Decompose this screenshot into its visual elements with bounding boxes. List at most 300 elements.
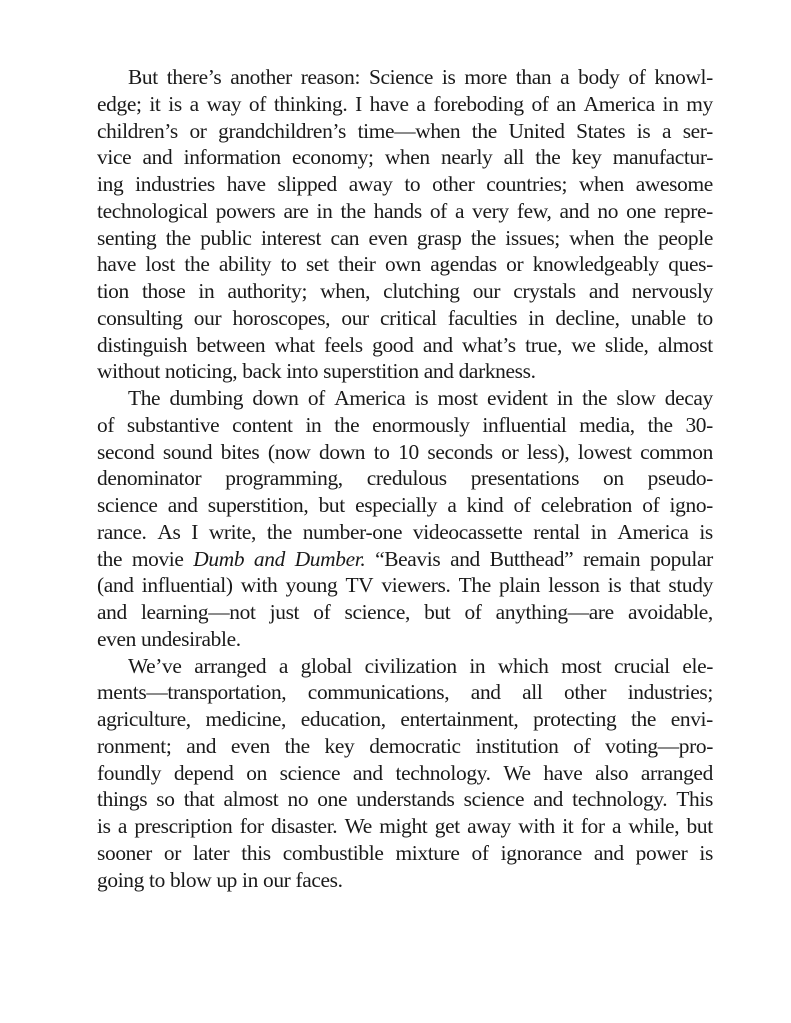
word: industries <box>135 172 215 196</box>
word: authority; <box>227 279 308 303</box>
word: voting—pro- <box>605 733 713 758</box>
word: videocassette <box>412 519 523 544</box>
word: and <box>423 359 454 384</box>
text-line <box>97 171 713 198</box>
word: nervously <box>631 279 713 303</box>
word: ability <box>218 252 272 277</box>
word: might <box>379 814 428 838</box>
word: study <box>668 573 713 598</box>
word: We <box>503 760 531 785</box>
paragraph <box>97 653 713 894</box>
word: write, <box>208 519 257 544</box>
word: is <box>636 118 651 143</box>
word: lost <box>145 252 175 277</box>
word: rental <box>533 519 580 544</box>
word: science, <box>344 600 410 624</box>
word: in <box>316 198 333 223</box>
word: the <box>97 546 123 571</box>
word: democratic <box>369 733 461 758</box>
word: of <box>513 493 531 517</box>
word: content <box>232 412 293 437</box>
word: even <box>368 225 408 250</box>
word: America <box>617 519 689 544</box>
word: prescription <box>134 814 233 838</box>
word: technological <box>97 198 208 223</box>
word: sooner <box>97 840 152 865</box>
word: in <box>590 519 607 544</box>
word: presentations <box>470 466 580 491</box>
text-line <box>97 118 713 145</box>
word: the <box>471 118 497 143</box>
word: countries; <box>486 172 568 196</box>
word: awesome <box>635 172 713 196</box>
word: into <box>286 359 319 384</box>
word: knowl- <box>654 65 713 89</box>
word: influential) <box>141 573 233 598</box>
word: enormously <box>372 412 470 437</box>
word: ques- <box>668 252 713 277</box>
word: ing <box>97 172 124 196</box>
word: remain <box>582 546 641 571</box>
word: senting <box>97 225 157 250</box>
word: 10 <box>398 439 419 464</box>
word: of <box>248 91 267 116</box>
word: things <box>97 787 148 812</box>
word: critical <box>380 305 437 330</box>
word: no <box>597 198 619 223</box>
word: is <box>414 386 429 410</box>
italic-word: and <box>253 546 285 571</box>
word: can <box>330 225 360 250</box>
word: and <box>470 680 501 705</box>
word: key <box>571 145 602 170</box>
word: back <box>242 359 282 384</box>
word: is <box>699 840 713 865</box>
word: United <box>508 118 565 143</box>
text-line <box>97 412 713 439</box>
word: nearly <box>441 145 493 170</box>
word: power <box>635 840 688 865</box>
word: own <box>385 252 421 277</box>
word: seconds <box>427 439 493 464</box>
text-line <box>97 572 713 599</box>
word: to <box>404 172 421 196</box>
word: a <box>454 198 465 223</box>
word: faculties <box>447 305 518 330</box>
text-line <box>97 813 713 840</box>
text-line <box>97 760 713 787</box>
word: have <box>97 252 136 277</box>
word: which <box>497 653 549 678</box>
word: but <box>318 493 345 517</box>
word: is <box>441 65 456 89</box>
word: protecting <box>533 707 617 731</box>
word: rance. <box>97 519 147 544</box>
word: vice <box>97 145 132 170</box>
word: dumbing <box>169 386 244 410</box>
word: denominator <box>97 466 202 491</box>
word: way <box>206 91 242 116</box>
word: a <box>447 493 457 517</box>
word: grandchildren’s <box>218 118 346 143</box>
text-line <box>97 867 713 894</box>
word: Science <box>368 65 434 89</box>
word: public <box>200 225 252 250</box>
word: I <box>355 91 362 116</box>
word: our <box>472 279 501 303</box>
word: avoidable, <box>627 600 713 624</box>
word: up <box>216 867 238 892</box>
word: get <box>434 814 460 838</box>
word: igno- <box>669 493 713 517</box>
word: sound <box>162 439 213 464</box>
word: credulous <box>366 466 447 491</box>
word: communications, <box>307 680 450 705</box>
word: all <box>503 145 525 170</box>
word: one <box>317 787 348 812</box>
word: second <box>97 439 155 464</box>
word: the <box>535 145 561 170</box>
word: We’ve <box>128 653 182 678</box>
word: interest <box>260 225 322 250</box>
text-line <box>97 492 713 519</box>
word: other <box>432 172 475 196</box>
word: but <box>424 600 451 624</box>
word: of <box>642 493 660 517</box>
word: evident <box>487 386 548 410</box>
word: also <box>595 760 629 785</box>
word: of <box>628 65 646 89</box>
word: learning—not <box>140 600 256 624</box>
word: “Beavis <box>375 546 441 571</box>
text-line <box>97 679 713 706</box>
word: thinking. <box>273 91 348 116</box>
word: than <box>515 65 552 89</box>
word: and <box>593 840 624 865</box>
word: disaster. <box>270 814 338 838</box>
word: powers <box>215 198 276 223</box>
word: the <box>184 252 210 277</box>
word: agendas <box>430 252 497 277</box>
word: superstition, <box>207 493 309 517</box>
word: lowest <box>577 439 632 464</box>
word: most <box>561 653 602 678</box>
word: celebration <box>540 493 633 517</box>
italic-word: Dumb <box>193 546 245 571</box>
word: have <box>543 760 583 785</box>
word: the <box>582 386 608 410</box>
text-line <box>97 546 713 573</box>
word: the <box>340 198 366 223</box>
word: knowledgeably <box>532 252 659 277</box>
word: clutching <box>383 279 460 303</box>
word: especially <box>355 493 438 517</box>
word: ronment; <box>97 733 172 758</box>
text-line <box>97 599 713 626</box>
word: of <box>97 412 115 437</box>
word: faces. <box>295 867 343 892</box>
word: envi- <box>670 707 713 731</box>
word: reason: <box>300 65 361 89</box>
word: As <box>157 519 181 544</box>
word: civilization <box>364 653 457 678</box>
word: distinguish <box>97 332 188 357</box>
word: few, <box>516 198 552 223</box>
word: while, <box>628 814 680 838</box>
word: and <box>97 600 127 624</box>
word: This <box>676 787 713 812</box>
word: medicine, <box>205 707 287 731</box>
word: movie <box>131 546 184 571</box>
word: is <box>168 91 182 116</box>
word: pseudo- <box>647 466 713 491</box>
word: to <box>148 867 165 892</box>
word: almost <box>223 787 279 812</box>
word: I <box>191 519 199 544</box>
word: plain <box>499 573 541 598</box>
word: time—when <box>357 118 461 143</box>
text-line <box>97 251 713 278</box>
word: on <box>246 760 267 785</box>
word: are <box>283 198 309 223</box>
word: media, <box>579 412 635 437</box>
word: between <box>196 332 266 357</box>
word: of <box>464 600 482 624</box>
word: it <box>149 91 161 116</box>
word: our <box>262 867 291 892</box>
word: down <box>319 439 366 464</box>
word: a <box>611 814 622 838</box>
word: to <box>696 305 713 330</box>
word: programming, <box>225 466 343 491</box>
word: what’s <box>462 332 516 357</box>
word: bites <box>220 439 260 464</box>
word: the <box>630 707 657 731</box>
word: most <box>437 386 478 410</box>
word: or <box>501 439 519 464</box>
word: tion <box>97 279 129 303</box>
word: later <box>193 840 230 865</box>
word: arranged <box>640 760 713 785</box>
word: in <box>528 305 545 330</box>
word: influential <box>482 412 567 437</box>
word: away <box>467 814 511 838</box>
word: of <box>313 600 331 624</box>
word: for <box>239 814 264 838</box>
word: when, <box>320 279 371 303</box>
word: young <box>285 573 338 598</box>
word: unable <box>630 305 686 330</box>
word: almost <box>657 332 713 357</box>
word: my <box>686 91 713 116</box>
word: the <box>284 733 310 758</box>
word: and <box>352 760 383 785</box>
word: issues; <box>505 225 560 250</box>
word: when <box>384 145 430 170</box>
word: and <box>167 493 198 517</box>
word: technology. <box>572 787 668 812</box>
text-line <box>97 786 713 813</box>
word: manufactur- <box>612 145 713 170</box>
word: and <box>533 787 564 812</box>
word: down <box>252 386 299 410</box>
word: have <box>369 91 409 116</box>
word: consulting <box>97 305 183 330</box>
word: our <box>341 305 369 330</box>
word: ments—transportation, <box>97 680 287 705</box>
word: common <box>640 439 713 464</box>
word: is <box>607 573 622 598</box>
word: science <box>463 787 525 812</box>
word: to <box>280 252 297 277</box>
word: grasp <box>416 225 462 250</box>
word: an <box>556 91 576 116</box>
word: their <box>338 252 376 277</box>
word: of <box>307 386 325 410</box>
word: a <box>189 91 199 116</box>
word: crucial <box>613 653 670 678</box>
word: less), <box>526 439 570 464</box>
text-line <box>97 358 713 385</box>
word: one <box>626 198 656 223</box>
word: or <box>163 840 182 865</box>
text-line <box>97 278 713 305</box>
text-line <box>97 653 713 680</box>
word: The <box>458 573 491 598</box>
word: to <box>373 439 390 464</box>
word: and <box>450 546 480 571</box>
word: the <box>647 412 673 437</box>
word: set <box>305 252 329 277</box>
text-line <box>97 385 713 412</box>
text-line <box>97 733 713 760</box>
italic-word: Dumber. <box>294 546 366 571</box>
text-line <box>97 198 713 225</box>
text-line <box>97 519 713 546</box>
word: horoscopes, <box>232 305 331 330</box>
word: number-one <box>302 519 403 544</box>
word: there’s <box>166 65 222 89</box>
word: the <box>470 225 496 250</box>
word: and <box>588 279 619 303</box>
text-line <box>97 91 713 118</box>
word: key <box>324 733 355 758</box>
word: of <box>573 733 591 758</box>
word: in <box>556 386 573 410</box>
paragraph <box>97 64 713 385</box>
word: the <box>266 519 292 544</box>
word: feels <box>324 332 363 357</box>
word: is <box>97 814 111 838</box>
word: slide, <box>604 332 649 357</box>
word: that <box>183 787 215 812</box>
word: ele- <box>682 653 713 678</box>
word: information <box>183 145 281 170</box>
word: the <box>334 412 360 437</box>
word: other <box>563 680 607 705</box>
word: kind <box>466 493 504 517</box>
word: We <box>344 814 372 838</box>
word: a <box>278 653 288 678</box>
word: substantive <box>126 412 220 437</box>
text-line <box>97 64 713 91</box>
word: science <box>279 760 341 785</box>
word: 30- <box>685 412 713 437</box>
word: or <box>189 118 207 143</box>
word: science <box>97 493 158 517</box>
word: or <box>506 252 524 277</box>
word: blow <box>169 867 212 892</box>
text-line <box>97 144 713 171</box>
word: for <box>580 814 605 838</box>
word: and <box>142 145 173 170</box>
word: popular <box>649 546 713 571</box>
word: institution <box>475 733 559 758</box>
word: good <box>372 332 414 357</box>
word: foundly <box>97 760 162 785</box>
word: hands <box>373 198 422 223</box>
word: slipped <box>277 172 337 196</box>
word: when <box>578 172 624 196</box>
word: of <box>531 91 549 116</box>
word: education, <box>300 707 386 731</box>
word: away <box>348 172 393 196</box>
word: agriculture, <box>97 707 191 731</box>
word: States <box>576 118 626 143</box>
word: a <box>117 814 128 838</box>
word: anything—are <box>495 600 614 624</box>
word: body <box>578 65 620 89</box>
word: in <box>242 867 258 892</box>
word: TV <box>345 573 374 598</box>
word: entertainment, <box>400 707 519 731</box>
word: the <box>623 225 649 250</box>
word: so <box>156 787 175 812</box>
word: ser- <box>682 118 713 143</box>
word: our <box>193 305 222 330</box>
word: understands <box>356 787 455 812</box>
word: in <box>305 412 322 437</box>
word: in <box>662 91 679 116</box>
word: (now <box>267 439 311 464</box>
word: edge; <box>97 91 142 116</box>
word: crystals <box>513 279 576 303</box>
word: in <box>469 653 486 678</box>
word: The <box>128 386 161 410</box>
word: depend <box>173 760 234 785</box>
word: without <box>97 359 160 384</box>
word: a <box>661 118 672 143</box>
word: no <box>287 787 309 812</box>
word: repre- <box>663 198 713 223</box>
word: and <box>559 198 590 223</box>
word: with <box>240 573 278 598</box>
word: darkness. <box>458 359 536 384</box>
word: true, <box>525 332 562 357</box>
word: industries; <box>627 680 713 705</box>
word: technology. <box>395 760 491 785</box>
text-line <box>97 225 713 252</box>
word: a <box>560 65 570 89</box>
word: economy; <box>292 145 374 170</box>
word: going <box>97 867 144 892</box>
text-line <box>97 840 713 867</box>
word: even <box>230 733 270 758</box>
word: all <box>522 680 543 705</box>
word: arranged <box>194 653 267 678</box>
word: very <box>472 198 509 223</box>
word: with <box>518 814 555 838</box>
